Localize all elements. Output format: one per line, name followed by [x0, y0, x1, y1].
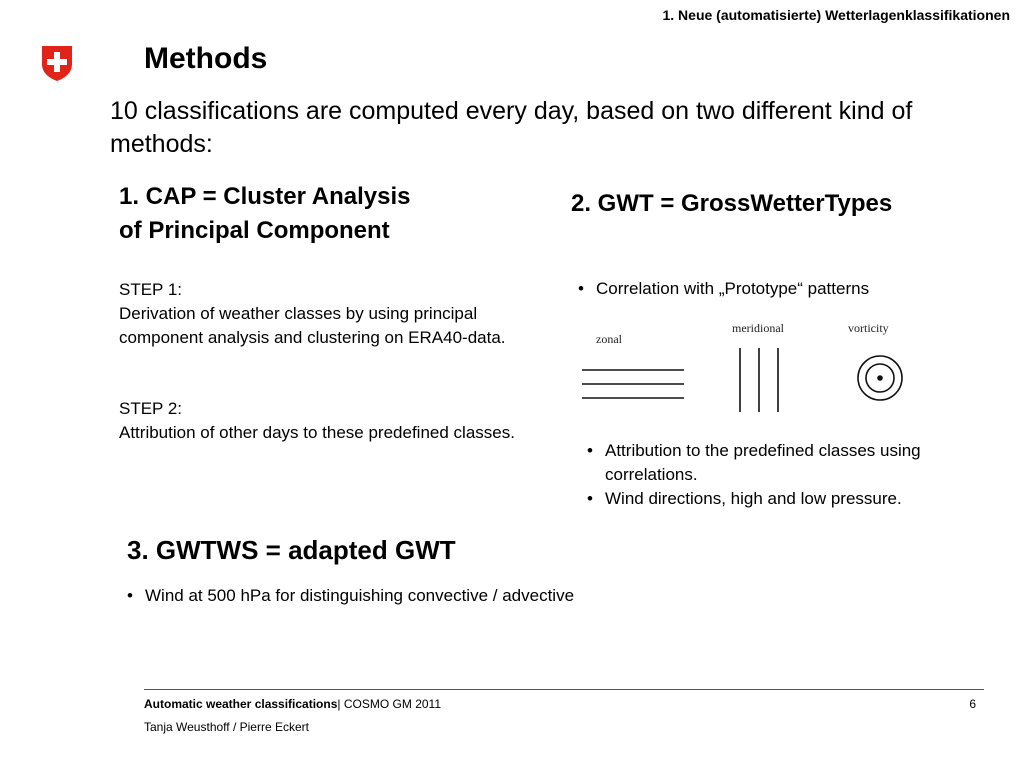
footer-title — [144, 697, 441, 711]
footer-title-rest: | COSMO GM 2011 — [337, 697, 441, 711]
step2-text: Attribution of other days to these predefined classes. — [119, 423, 515, 442]
meridional-label: meridional — [732, 321, 784, 335]
list-item: • Correlation with „Prototype“ patterns — [576, 277, 996, 301]
list-item: • Wind at 500 hPa for distinguishing convective / advective — [125, 584, 825, 608]
list-item: • Attribution to the predefined classes using correlations. — [585, 439, 985, 487]
footer-title-bold: Automatic weather classifications — [144, 697, 338, 711]
zonal-label: zonal — [596, 332, 622, 346]
intro-text: 10 classifications are computed every day, based on two different kind of methods: — [110, 97, 913, 158]
page-number: 6 — [969, 697, 976, 711]
gwtws-bullet-list — [125, 584, 825, 608]
cap-step2 — [119, 397, 519, 445]
prototype-patterns-diagram — [570, 318, 930, 418]
section-title: 1. Neue (automatisierte) Wetterlagenklassifikationen — [662, 7, 1010, 23]
step2-label: STEP 2: — [119, 399, 182, 418]
cap-heading — [119, 180, 519, 248]
vorticity-pattern-icon — [858, 356, 902, 400]
step1-text: Derivation of weather classes by using principal component analysis and clustering on ERA40-data. — [119, 304, 506, 347]
meridional-pattern-icon — [740, 348, 778, 412]
cap-step1 — [119, 278, 519, 350]
gwt-prototype-list — [576, 277, 996, 301]
vorticity-label: vorticity — [848, 321, 889, 335]
footer-authors: Tanja Weusthoff / Pierre Eckert — [144, 720, 309, 734]
gwt-heading: 2. GWT = GrossWetterTypes — [571, 190, 893, 217]
cap-heading-line1: 1. CAP = Cluster Analysis — [119, 183, 411, 210]
zonal-pattern-icon — [582, 370, 684, 398]
list-item: • Wind directions, high and low pressure. — [585, 487, 985, 511]
step1-label: STEP 1: — [119, 280, 182, 299]
swiss-cross-logo-icon — [40, 44, 74, 82]
page-title: Methods — [144, 42, 268, 75]
gwtws-heading: 3. GWTWS = adapted GWT — [127, 535, 456, 565]
gwt-bullet-list — [585, 439, 985, 511]
cap-heading-line2: of Principal Component — [119, 217, 390, 244]
footer-divider — [144, 689, 984, 690]
